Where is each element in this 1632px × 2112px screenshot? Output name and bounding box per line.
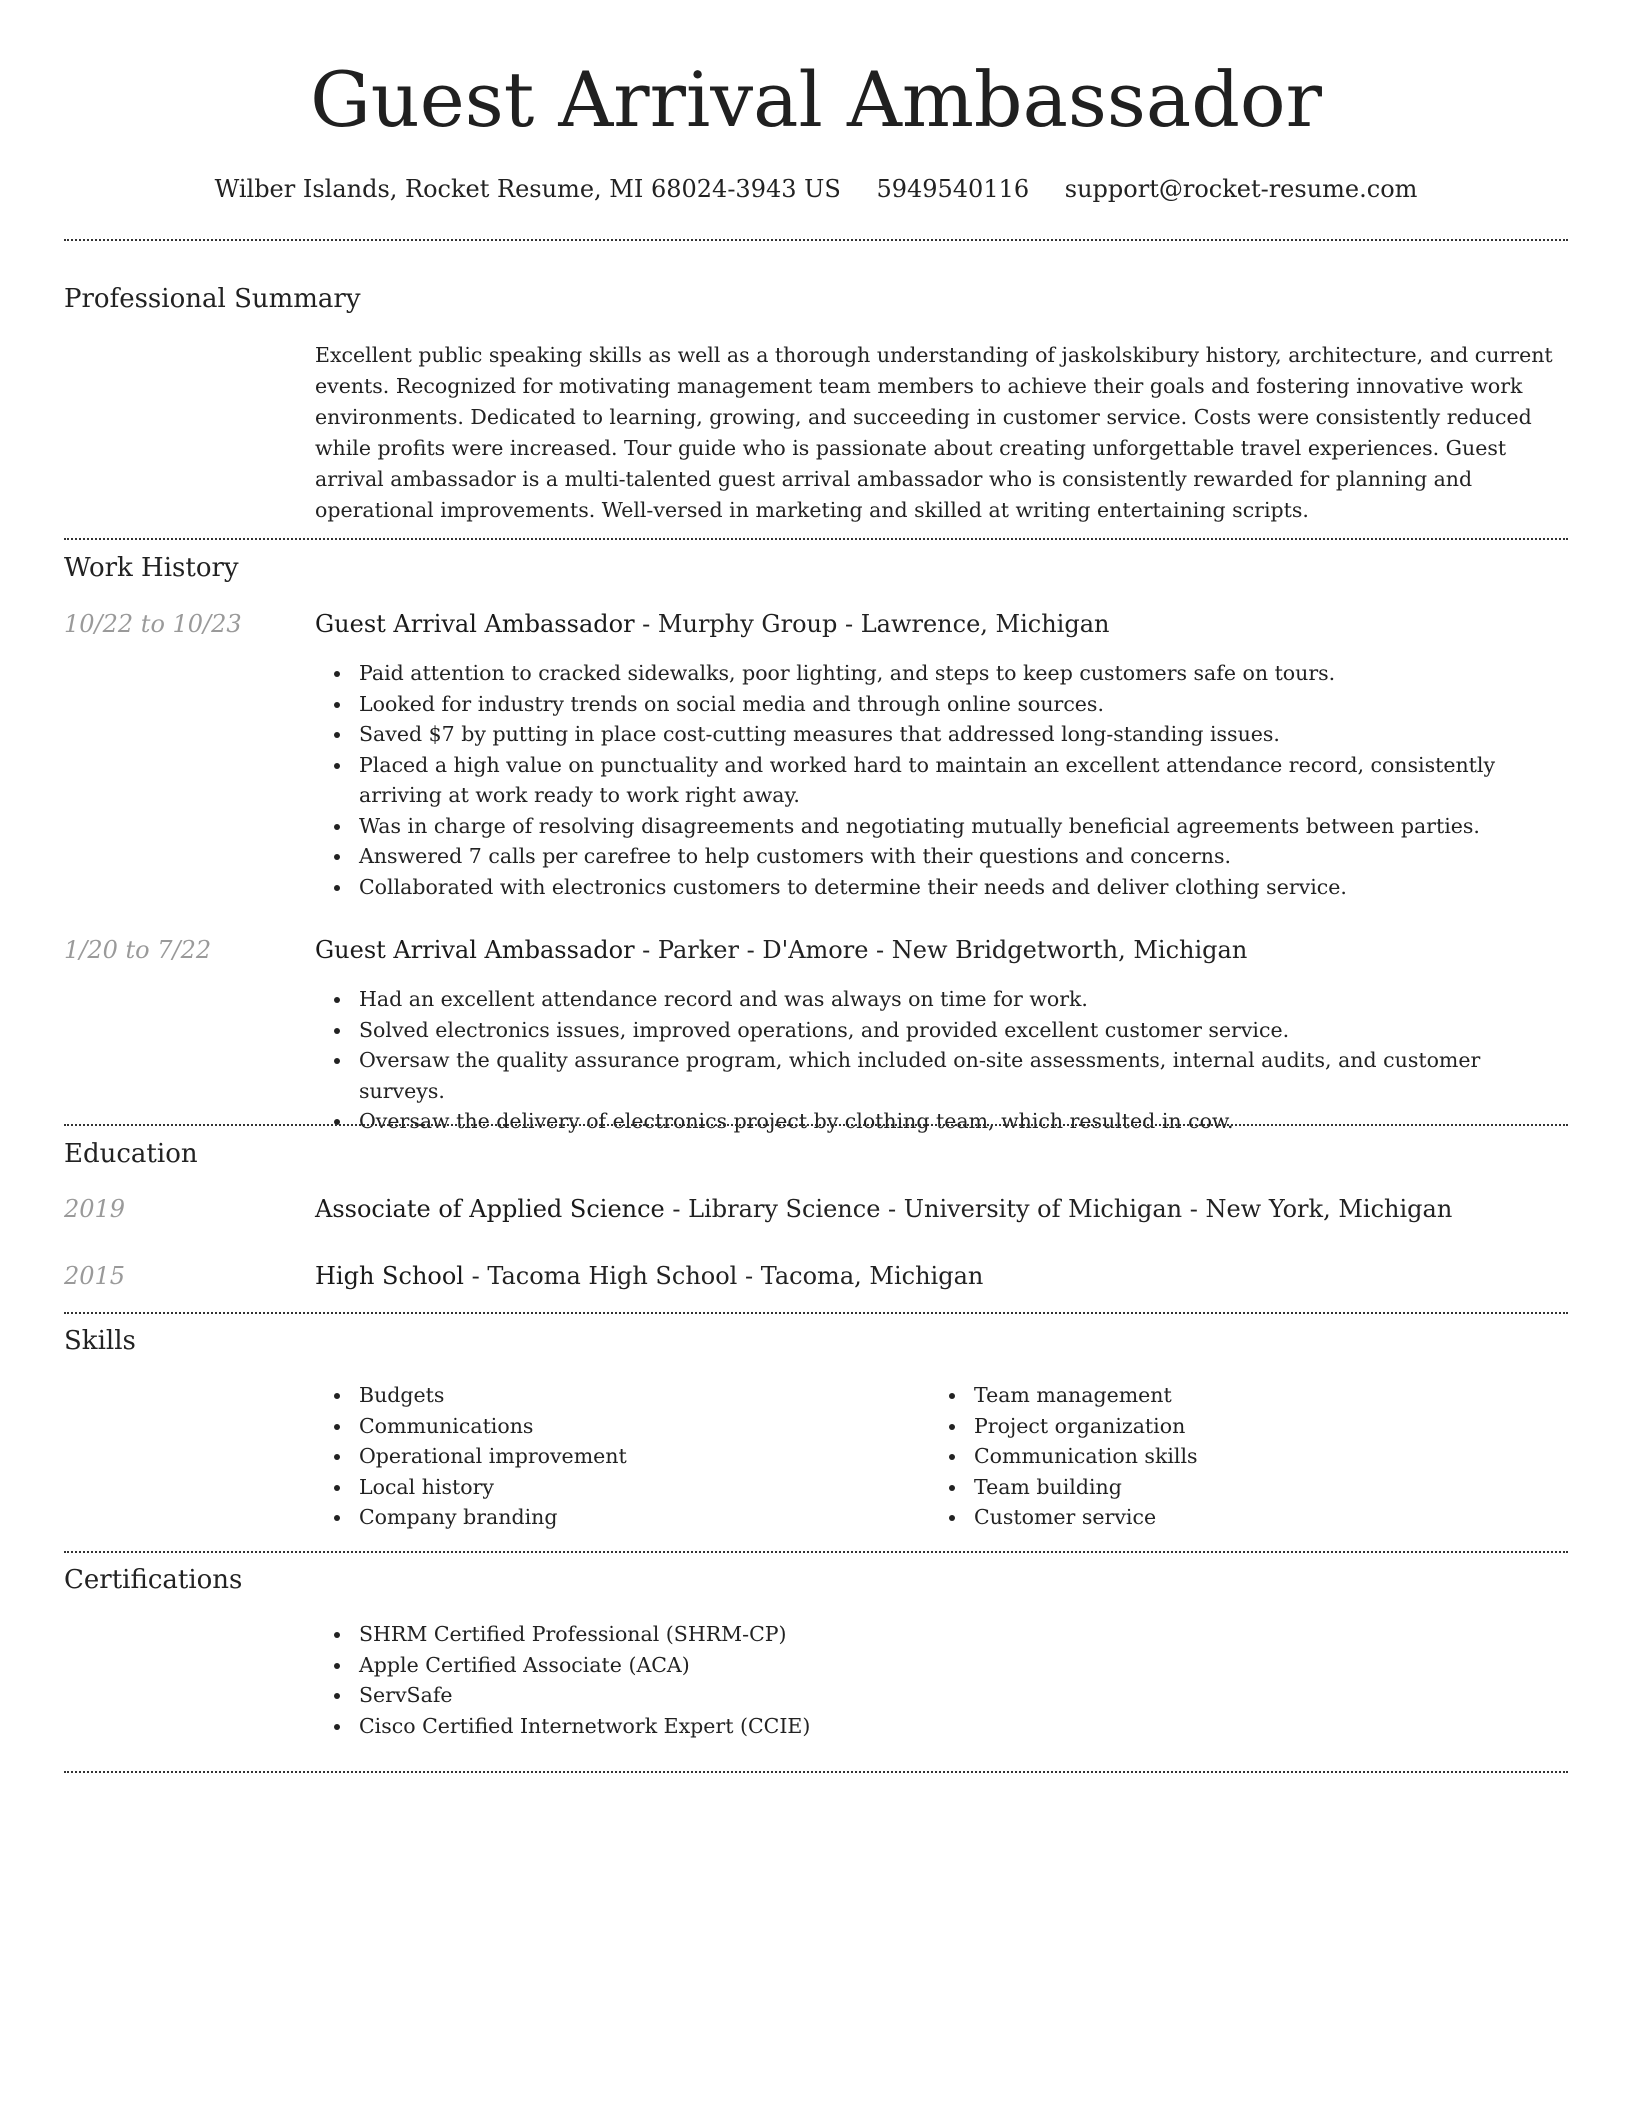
- job-title: Guest Arrival Ambassador: [315, 936, 635, 964]
- section-title-summary: Professional Summary: [64, 284, 361, 314]
- list-item: Collaborated with electronics customers to determine their needs and deliver clothing service.: [315, 872, 1568, 903]
- certifications-list: [315, 1619, 1568, 1741]
- skill-item: Customer service: [930, 1502, 1530, 1533]
- education-degree: Associate of Applied Science: [315, 1195, 665, 1223]
- list-item: Was in charge of resolving disagreements and negotiating mutually beneficial agreements between parties.: [315, 811, 1568, 842]
- resume-page: [64, 0, 1568, 2112]
- job-dates: 1/20 to 7/22: [64, 936, 212, 964]
- job-title: Guest Arrival Ambassador: [315, 610, 635, 638]
- contact-email: support@rocket-resume.com: [1064, 175, 1418, 203]
- education-heading: [315, 1260, 983, 1292]
- education-year: 2015: [64, 1262, 126, 1290]
- list-item: Saved $7 by putting in place cost-cutting measures that addressed long-standing issues.: [315, 719, 1568, 750]
- skill-item: Company branding: [315, 1502, 915, 1533]
- job-bullets: [315, 984, 1568, 1137]
- education-details: - Tacoma High School - Tacoma, Michigan: [463, 1262, 984, 1290]
- skill-item: Operational improvement: [315, 1441, 915, 1472]
- job-bullets: [315, 658, 1568, 902]
- job-heading: [315, 934, 1247, 966]
- contact-line: [64, 172, 1568, 206]
- list-item: Paid attention to cracked sidewalks, poor lighting, and steps to keep customers safe on tours.: [315, 658, 1568, 689]
- education-year: 2019: [64, 1195, 126, 1223]
- certification-item: Cisco Certified Internetwork Expert (CCIE): [315, 1711, 1568, 1742]
- skill-item: Local history: [315, 1472, 915, 1503]
- divider: [64, 239, 1568, 241]
- skill-item: Project organization: [930, 1411, 1530, 1442]
- skill-item: Communications: [315, 1411, 915, 1442]
- education-degree: High School: [315, 1262, 464, 1290]
- certification-item: Apple Certified Associate (ACA): [315, 1650, 1568, 1681]
- section-title-education: Education: [64, 1139, 198, 1169]
- section-title-certifications: Certifications: [64, 1565, 243, 1595]
- contact-phone: 5949540116: [876, 175, 1030, 203]
- summary-text: Excellent public speaking skills as well as a thorough understanding of jaskolskibury history, architecture, and current events. Recognized for motivating management team members to achieve their goals and fostering innovative work environments. Dedicated to learning, growing, and succeeding in customer service. Costs were consistently reduced while profits were increased. Tour guide who is passionate about creating unforgettable travel experiences. Guest arrival ambassador is a multi-talented guest arrival ambassador who is consistently rewarded for planning and operational improvements. Well-versed in marketing and skilled at writing entertaining scripts.: [315, 343, 1553, 522]
- divider: [64, 1551, 1568, 1553]
- skill-item: Communication skills: [930, 1441, 1530, 1472]
- contact-address: Wilber Islands, Rocket Resume, MI 68024-3943 US: [214, 175, 841, 203]
- skill-item: Team building: [930, 1472, 1530, 1503]
- education-details: - Library Science - University of Michigan - New York, Michigan: [664, 1195, 1453, 1223]
- list-item: Answered 7 calls per carefree to help customers with their questions and concerns.: [315, 841, 1568, 872]
- list-item: Oversaw the quality assurance program, which included on-site assessments, internal audits, and customer surveys.: [315, 1045, 1568, 1106]
- skill-item: Team management: [930, 1380, 1530, 1411]
- job-details: - Murphy Group - Lawrence, Michigan: [634, 610, 1110, 638]
- list-item: Oversaw the delivery of electronics project by clothing team, which resulted in cow.: [315, 1106, 1568, 1137]
- skills-list-left: [315, 1380, 915, 1533]
- skill-item: Budgets: [315, 1380, 915, 1411]
- list-item: Solved electronics issues, improved operations, and provided excellent customer service.: [315, 1015, 1568, 1046]
- job-heading: [315, 608, 1109, 640]
- list-item: Looked for industry trends on social media and through online sources.: [315, 689, 1568, 720]
- skills-list-right: [930, 1380, 1530, 1533]
- job-details: - Parker - D'Amore - New Bridgetworth, Michigan: [634, 936, 1248, 964]
- divider: [64, 538, 1568, 540]
- section-title-work-history: Work History: [64, 553, 239, 583]
- job-dates: 10/22 to 10/23: [64, 610, 242, 638]
- education-heading: [315, 1193, 1452, 1225]
- divider: [64, 1312, 1568, 1314]
- certification-item: SHRM Certified Professional (SHRM-CP): [315, 1619, 1568, 1650]
- section-title-skills: Skills: [64, 1326, 136, 1356]
- list-item: Placed a high value on punctuality and worked hard to maintain an excellent attendance record, consistently arriving at work ready to work right away.: [315, 750, 1568, 811]
- divider: [64, 1771, 1568, 1773]
- certification-item: ServSafe: [315, 1680, 1568, 1711]
- candidate-name: Guest Arrival Ambassador: [310, 55, 1322, 144]
- list-item: Had an excellent attendance record and was always on time for work.: [315, 984, 1568, 1015]
- divider: [64, 1124, 1568, 1126]
